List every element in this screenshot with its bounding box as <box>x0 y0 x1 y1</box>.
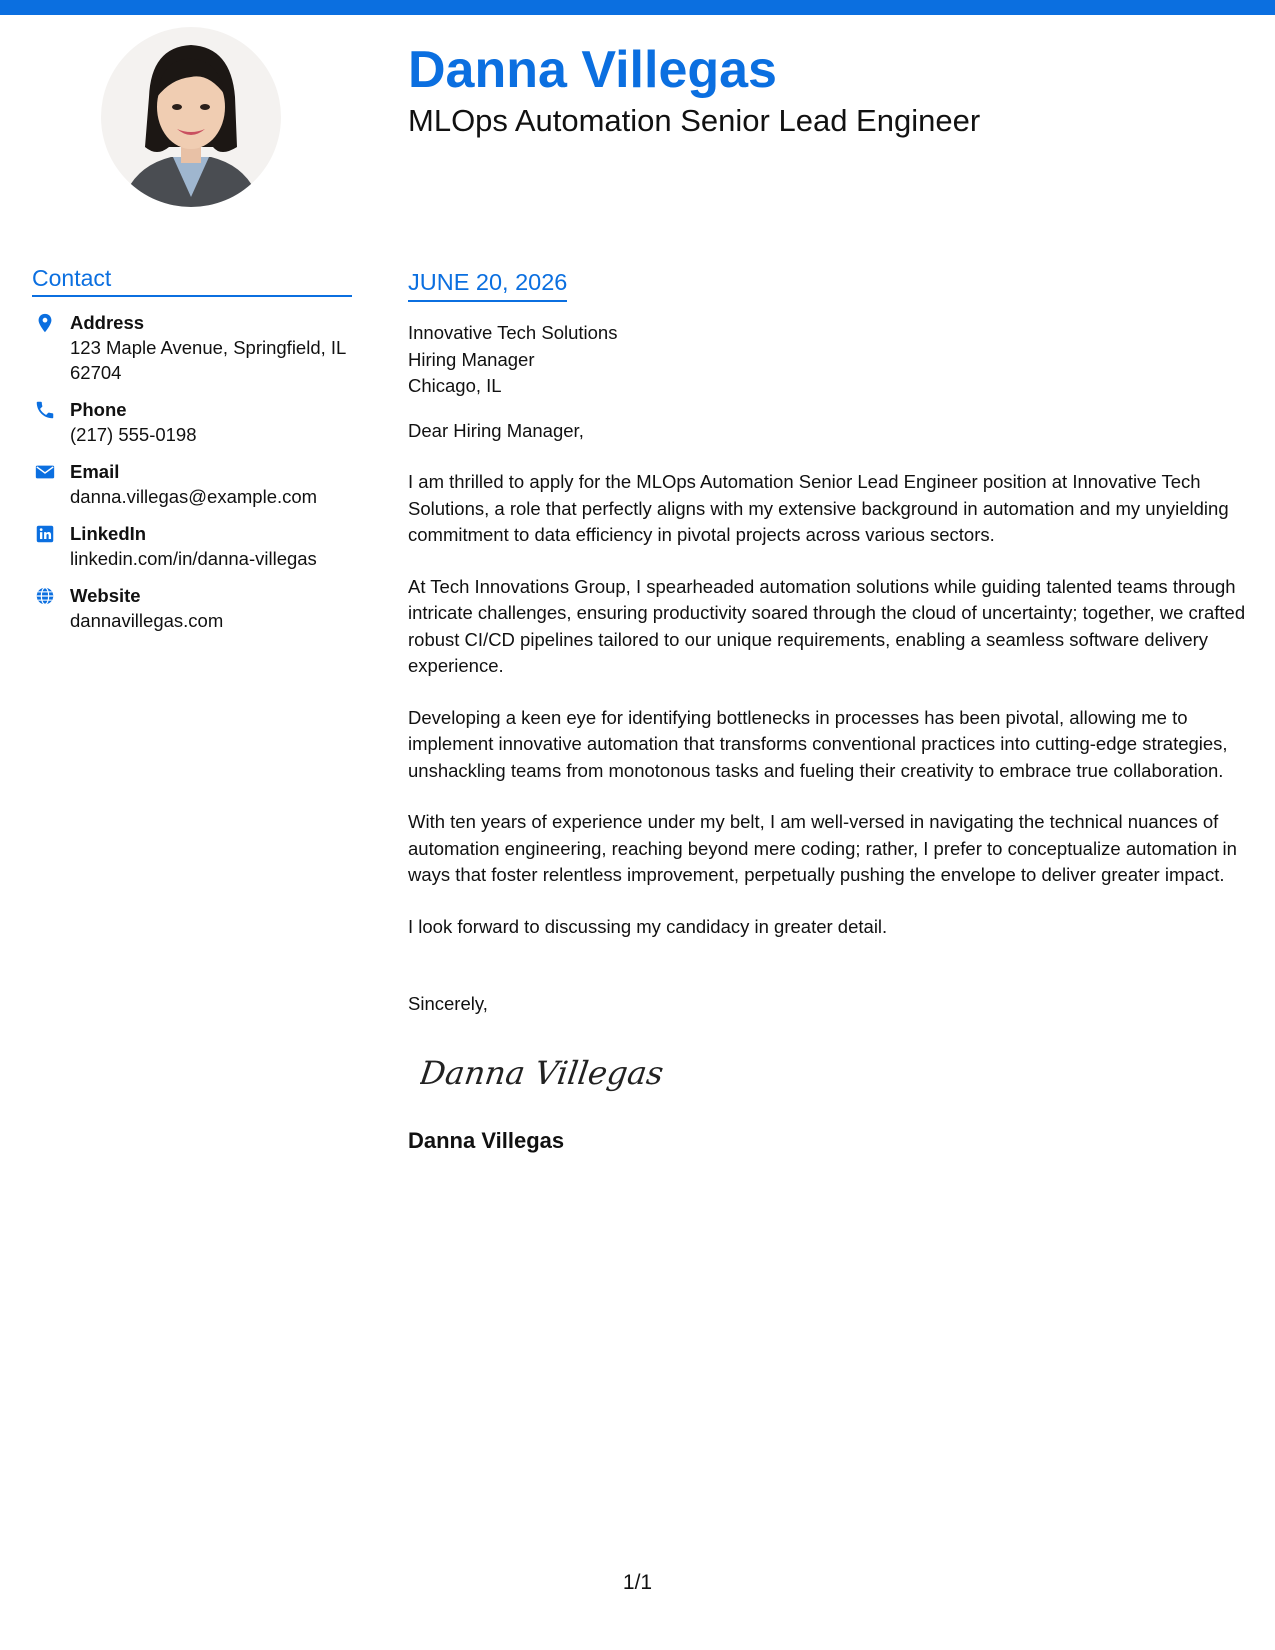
contact-item-email <box>32 459 352 509</box>
body-paragraph: With ten years of experience under my belt, I am well-versed in navigating the technical nuances of automation engineering, reaching beyond mere coding; rather, I prefer to conceptualize automation in ways that foster relentless improvement, perpetually pushing the envelope to deliver greater impact. <box>408 811 1237 886</box>
letter-body <box>408 268 1258 1154</box>
signer-name: Danna Villegas <box>408 1127 565 1153</box>
recipient-location: Chicago, IL <box>408 375 502 397</box>
salutation: Dear Hiring Manager, <box>408 419 584 441</box>
header-job-title: MLOps Automation Senior Lead Engineer <box>408 103 981 138</box>
phone-icon <box>34 399 56 421</box>
globe-icon <box>34 585 56 607</box>
location-pin-icon <box>34 312 56 334</box>
contact-item-phone <box>32 397 352 447</box>
recipient-role: Hiring Manager <box>408 348 535 370</box>
contact-sidebar <box>32 265 352 645</box>
body-paragraph: I look forward to discussing my candidacy in greater detail. <box>408 915 888 937</box>
recipient-company: Innovative Tech Solutions <box>408 322 618 344</box>
top-accent-bar <box>0 0 1275 15</box>
email-value[interactable]: danna.villegas@example.com <box>70 485 318 507</box>
contact-label: Email <box>70 460 120 482</box>
signature-image <box>420 1044 680 1104</box>
contact-label: Address <box>70 311 145 333</box>
header-name: Danna Villegas <box>408 41 777 99</box>
contact-list <box>32 310 352 633</box>
phone-value: (217) 555-0198 <box>70 423 197 445</box>
letter-date: JUNE 20, 2026 <box>408 268 567 302</box>
linkedin-value[interactable]: linkedin.com/in/danna-villegas <box>70 547 317 569</box>
contact-item-address <box>32 310 352 385</box>
page-number: 1/1 <box>622 1571 653 1594</box>
address-value: 123 Maple Avenue, Springfield, IL 62704 <box>70 336 346 383</box>
body-paragraph: I am thrilled to apply for the MLOps Automation Senior Lead Engineer position at Innovative Tech Solutions, a role that perfectly aligns with my extensive background in automation and my unyielding commitment to data efficiency in pivotal projects across various sectors. <box>408 471 1229 546</box>
avatar <box>101 27 281 207</box>
signature-text: Danna Villegas <box>420 1053 666 1092</box>
website-value[interactable]: dannavillegas.com <box>70 609 224 631</box>
contact-label: Website <box>70 584 141 606</box>
contact-label: LinkedIn <box>70 522 147 544</box>
profile-photo <box>101 27 281 207</box>
email-icon <box>34 461 56 483</box>
body-paragraph: At Tech Innovations Group, I spearheaded automation solutions while guiding talented teams through intricate challenges, ensuring productivity soared through the cloud of uncertainty; together, we crafted robust CI/CD pipelines tailored to our unique requirements, enabling a seamless software delivery experience. <box>408 575 1246 677</box>
recipient-block <box>408 320 1258 400</box>
contact-label: Phone <box>70 398 127 420</box>
linkedin-icon <box>34 523 56 545</box>
contact-heading: Contact <box>32 265 352 297</box>
contact-item-linkedin <box>32 521 352 571</box>
closing: Sincerely, <box>408 993 488 1015</box>
body-paragraph: Developing a keen eye for identifying bottlenecks in processes has been pivotal, allowing me to implement innovative automation that transforms conventional practices into cutting-edge strategies, unshackling teams from monotonous tasks and fueling their creativity to embrace true collaboration. <box>408 706 1228 781</box>
contact-item-website <box>32 583 352 633</box>
